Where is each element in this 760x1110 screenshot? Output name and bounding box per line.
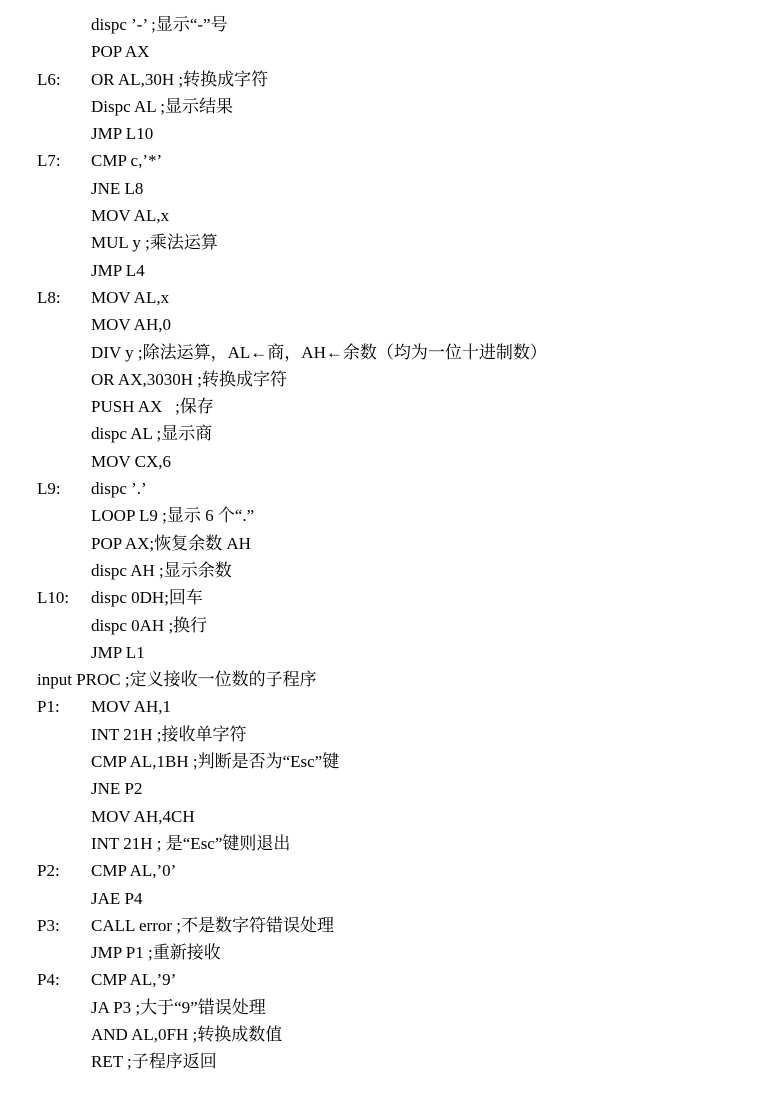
line-label: L9: [37, 479, 61, 499]
line-code: dispc 0AH ;换行 [91, 615, 208, 635]
line-code: CMP AL,1BH ;判断是否为“Esc”键 [91, 752, 340, 772]
line-code: CMP AL,’9’ [91, 970, 177, 990]
line-label: L6: [37, 69, 61, 89]
code-line [0, 502, 760, 529]
line-label: input PROC ;定义接收一位数的子程序 [37, 670, 317, 690]
line-label: P1: [37, 697, 60, 717]
code-line [0, 557, 760, 584]
line-code: JNE L8 [91, 178, 144, 198]
line-label: L8: [37, 287, 61, 307]
line-code: INT 21H ; 是“Esc”键则退出 [91, 833, 291, 853]
code-line [0, 966, 760, 993]
line-code: OR AX,3030H ;转换成字符 [91, 369, 287, 389]
code-line [0, 857, 760, 884]
line-code: CALL error ;不是数字符错误处理 [91, 915, 335, 935]
code-line [0, 721, 760, 748]
code-line [0, 66, 760, 93]
line-code: JMP L4 [91, 260, 145, 280]
line-label: L10: [37, 588, 70, 608]
code-line [0, 994, 760, 1021]
code-line [0, 284, 760, 311]
code-line [0, 420, 760, 447]
code-line [0, 530, 760, 557]
line-label: L7: [37, 151, 61, 171]
code-line [0, 639, 760, 666]
line-code: dispc ’.’ [91, 479, 147, 499]
code-line [0, 448, 760, 475]
line-code: dispc 0DH;回车 [91, 588, 203, 608]
line-label: P3: [37, 915, 60, 935]
code-line [0, 175, 760, 202]
line-code: CMP c,’*’ [91, 151, 163, 171]
code-line [0, 393, 760, 420]
line-code: MOV AH,0 [91, 315, 171, 335]
line-code: LOOP L9 ;显示 6 个“.” [91, 506, 255, 526]
line-code: JMP L10 [91, 124, 154, 144]
line-code: DIV y ;除法运算，AL←商，AH←余数（均为一位十进制数） [91, 342, 547, 362]
code-line [0, 11, 760, 38]
line-code: JMP P1 ;重新接收 [91, 943, 221, 963]
line-code: dispc ’-’ ;显示“-”号 [91, 15, 228, 34]
code-line [0, 366, 760, 393]
line-code: MOV AL,x [91, 287, 170, 307]
code-line [0, 339, 760, 366]
line-code: RET ;子程序返回 [91, 1052, 217, 1072]
line-code: dispc AL ;显示商 [91, 424, 213, 444]
line-code: JAE P4 [91, 888, 143, 908]
line-code: MOV AH,4CH [91, 806, 195, 826]
line-code: POP AX;恢复余数 AH [91, 533, 251, 553]
line-code: Dispc AL ;显示结果 [91, 96, 233, 116]
code-line [0, 38, 760, 65]
code-line [0, 1048, 760, 1075]
assembly-code-listing [0, 11, 760, 1076]
code-line [0, 803, 760, 830]
code-line [0, 666, 760, 693]
code-line [0, 147, 760, 174]
code-line [0, 202, 760, 229]
code-line [0, 120, 760, 147]
code-line [0, 830, 760, 857]
line-code: OR AL,30H ;转换成字符 [91, 69, 269, 89]
line-code: POP AX [91, 42, 150, 62]
line-code: JMP L1 [91, 642, 145, 662]
line-code: CMP AL,’0’ [91, 861, 177, 881]
code-line [0, 693, 760, 720]
code-line [0, 912, 760, 939]
line-code: JNE P2 [91, 779, 143, 799]
line-code: JA P3 ;大于“9”错误处理 [91, 997, 266, 1017]
code-line [0, 93, 760, 120]
code-line [0, 311, 760, 338]
line-code: dispc AH ;显示余数 [91, 560, 232, 580]
code-line [0, 775, 760, 802]
line-code: MOV AL,x [91, 206, 170, 226]
code-line [0, 1021, 760, 1048]
line-code: MUL y ;乘法运算 [91, 233, 218, 253]
line-code: AND AL,0FH ;转换成数值 [91, 1024, 283, 1044]
line-code: PUSH AX ;保存 [91, 397, 214, 417]
code-line [0, 939, 760, 966]
code-line [0, 229, 760, 256]
code-line [0, 748, 760, 775]
code-line [0, 885, 760, 912]
line-label: P2: [37, 861, 60, 881]
line-code: MOV AH,1 [91, 697, 171, 717]
line-label: P4: [37, 970, 60, 990]
code-line [0, 475, 760, 502]
line-code: MOV CX,6 [91, 451, 171, 471]
line-code: INT 21H ;接收单字符 [91, 724, 247, 744]
code-line [0, 584, 760, 611]
code-line [0, 257, 760, 284]
code-line [0, 612, 760, 639]
